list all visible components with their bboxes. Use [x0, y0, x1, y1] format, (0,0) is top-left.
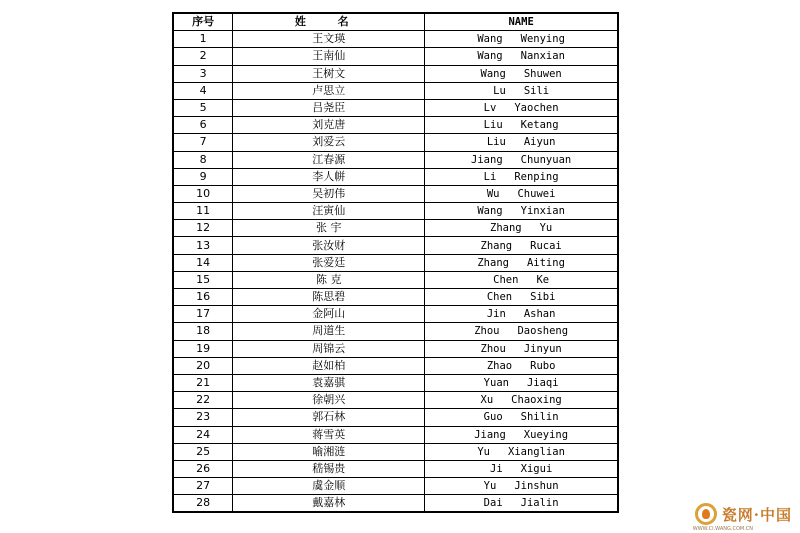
given-name: Ke	[536, 273, 550, 286]
given-name: Yu	[539, 222, 553, 235]
surname: Zhou	[474, 325, 500, 338]
surname: Zhao	[486, 359, 513, 372]
chinese-name: 周道生	[233, 323, 425, 340]
chinese-name: 戴嘉林	[233, 495, 425, 513]
given-name: Chuwei	[517, 187, 556, 200]
chinese-name: 张汝财	[233, 237, 425, 254]
row-number: 19	[173, 340, 233, 357]
given-name: Sili	[523, 84, 550, 97]
english-name	[425, 478, 618, 495]
chinese-name: 虞金顺	[233, 478, 425, 495]
surname: Lv	[483, 102, 497, 115]
chinese-name: 袁嘉骐	[233, 374, 425, 391]
row-number: 16	[173, 289, 233, 306]
given-name: Chunyuan	[520, 153, 572, 166]
row-number: 8	[173, 151, 233, 168]
table-row	[173, 254, 618, 271]
table-row	[173, 323, 618, 340]
table-row	[173, 185, 618, 202]
given-name: Shilin	[520, 411, 559, 424]
english-name	[425, 323, 618, 340]
chinese-name: 郭石林	[233, 409, 425, 426]
row-number: 11	[173, 203, 233, 220]
row-number: 28	[173, 495, 233, 513]
chinese-name: 李人帡	[233, 168, 425, 185]
surname: Wang	[477, 33, 503, 46]
chinese-name: 江春源	[233, 151, 425, 168]
given-name: Rubo	[530, 359, 556, 372]
table-row	[173, 82, 618, 99]
given-name: Yinxian	[520, 205, 565, 218]
row-number: 4	[173, 82, 233, 99]
given-name: Ashan	[523, 308, 556, 321]
given-name: Aiyun	[523, 136, 556, 149]
english-name	[425, 168, 618, 185]
english-name	[425, 31, 618, 48]
table-row	[173, 460, 618, 477]
row-number: 10	[173, 185, 233, 202]
table-row	[173, 340, 618, 357]
table-row	[173, 443, 618, 460]
chinese-name: 王南仙	[233, 48, 425, 65]
chinese-name: 赵如柏	[233, 357, 425, 374]
english-name	[425, 409, 618, 426]
table-row	[173, 237, 618, 254]
row-number: 21	[173, 374, 233, 391]
given-name: Sibi	[530, 291, 556, 304]
english-name	[425, 340, 618, 357]
table-row	[173, 203, 618, 220]
english-name	[425, 65, 618, 82]
header-row	[173, 13, 618, 31]
site-watermark-logo	[692, 501, 792, 532]
chinese-name: 吕尧臣	[233, 99, 425, 116]
english-name	[425, 220, 618, 237]
given-name: Nanxian	[520, 50, 565, 63]
chinese-name: 汪寅仙	[233, 203, 425, 220]
surname: Wang	[477, 50, 503, 63]
watermark-url: WWW.CI.WANG.COM.CN	[692, 526, 754, 532]
row-number: 6	[173, 117, 233, 134]
given-name: Jiaqi	[526, 377, 559, 390]
surname: Guo	[483, 411, 503, 424]
english-name	[425, 99, 618, 116]
table-row	[173, 99, 618, 116]
chinese-name: 喻湘涟	[233, 443, 425, 460]
surname: Zhang	[490, 222, 522, 235]
chinese-name: 刘爱云	[233, 134, 425, 151]
row-number: 22	[173, 392, 233, 409]
table-row	[173, 48, 618, 65]
row-number: 17	[173, 306, 233, 323]
row-number: 24	[173, 426, 233, 443]
given-name: Xigui	[520, 462, 553, 475]
surname: Ji	[490, 462, 503, 475]
english-name	[425, 392, 618, 409]
given-name: Yaochen	[514, 102, 559, 115]
surname: Yu	[477, 445, 490, 458]
english-name	[425, 443, 618, 460]
surname: Wang	[477, 205, 503, 218]
table-row	[173, 31, 618, 48]
chinese-name: 张 宇	[233, 220, 425, 237]
surname: Jiang	[471, 153, 503, 166]
given-name: Ketang	[520, 119, 559, 132]
table-row	[173, 151, 618, 168]
english-name	[425, 306, 618, 323]
chinese-name: 吴初伟	[233, 185, 425, 202]
chinese-name: 徐朝兴	[233, 392, 425, 409]
table-row	[173, 392, 618, 409]
name-roster-table	[172, 12, 619, 513]
surname: Zhang	[477, 256, 509, 269]
given-name: Aiting	[526, 256, 565, 269]
given-name: Xianglian	[508, 445, 565, 458]
chinese-name: 陈思碧	[233, 289, 425, 306]
surname: Yu	[483, 480, 497, 493]
english-name	[425, 357, 618, 374]
row-number: 25	[173, 443, 233, 460]
table-row	[173, 409, 618, 426]
english-name	[425, 289, 618, 306]
surname: Jiang	[474, 428, 506, 441]
surname: Dai	[483, 497, 503, 510]
table-row	[173, 374, 618, 391]
row-number: 20	[173, 357, 233, 374]
table-row	[173, 220, 618, 237]
english-name	[425, 460, 618, 477]
given-name: Xueying	[523, 428, 569, 441]
english-name	[425, 374, 618, 391]
given-name: Jinshun	[514, 480, 559, 493]
given-name: Chaoxing	[511, 394, 562, 407]
row-number: 13	[173, 237, 233, 254]
surname: Liu	[486, 136, 506, 149]
surname: Li	[483, 170, 497, 183]
table-row	[173, 357, 618, 374]
chinese-name: 蒋雪英	[233, 426, 425, 443]
english-name	[425, 237, 618, 254]
header-english-name: NAME	[425, 13, 618, 31]
chinese-name: 王文瑛	[233, 31, 425, 48]
english-name	[425, 48, 618, 65]
english-name	[425, 185, 618, 202]
row-number: 26	[173, 460, 233, 477]
row-number: 5	[173, 99, 233, 116]
row-number: 1	[173, 31, 233, 48]
surname: Zhou	[480, 342, 506, 355]
given-name: Renping	[514, 170, 559, 183]
header-chinese-name: 姓 名	[233, 13, 425, 31]
table-row	[173, 426, 618, 443]
surname: Liu	[483, 119, 503, 132]
chinese-name: 张爱廷	[233, 254, 425, 271]
chinese-name: 陈 克	[233, 271, 425, 288]
english-name	[425, 254, 618, 271]
english-name	[425, 117, 618, 134]
english-name	[425, 151, 618, 168]
row-number: 2	[173, 48, 233, 65]
chinese-name: 刘克唐	[233, 117, 425, 134]
surname: Lu	[493, 84, 506, 97]
chinese-name: 周锦云	[233, 340, 425, 357]
row-number: 15	[173, 271, 233, 288]
chinese-name: 金阿山	[233, 306, 425, 323]
row-number: 27	[173, 478, 233, 495]
row-number: 14	[173, 254, 233, 271]
surname: Xu	[480, 394, 494, 407]
table-row	[173, 495, 618, 513]
given-name: Rucai	[530, 239, 562, 252]
english-name	[425, 271, 618, 288]
header-number: 序号	[173, 13, 233, 31]
table-row	[173, 168, 618, 185]
table-row	[173, 478, 618, 495]
row-number: 9	[173, 168, 233, 185]
table-row	[173, 271, 618, 288]
english-name	[425, 82, 618, 99]
chinese-name: 嵇锡贵	[233, 460, 425, 477]
surname: Jin	[486, 308, 506, 321]
row-number: 18	[173, 323, 233, 340]
english-name	[425, 203, 618, 220]
table-row	[173, 117, 618, 134]
given-name: Jinyun	[523, 342, 562, 355]
table-row	[173, 134, 618, 151]
table-row	[173, 289, 618, 306]
row-number: 12	[173, 220, 233, 237]
row-number: 3	[173, 65, 233, 82]
row-number: 7	[173, 134, 233, 151]
table-row	[173, 65, 618, 82]
surname: Wu	[486, 187, 500, 200]
table-row	[173, 306, 618, 323]
surname: Wang	[480, 67, 506, 80]
given-name: Jialin	[520, 497, 559, 510]
porcelain-logo-icon	[693, 501, 719, 527]
given-name: Shuwen	[523, 67, 562, 80]
surname: Chen	[493, 273, 519, 286]
surname: Yuan	[483, 377, 509, 390]
surname: Chen	[486, 291, 513, 304]
given-name: Wenying	[520, 33, 565, 46]
chinese-name: 王树文	[233, 65, 425, 82]
english-name	[425, 134, 618, 151]
surname: Zhang	[480, 239, 513, 252]
watermark-brand: 瓷网·中国	[721, 505, 792, 524]
english-name	[425, 426, 618, 443]
given-name: Daosheng	[517, 325, 569, 338]
row-number: 23	[173, 409, 233, 426]
chinese-name: 卢思立	[233, 82, 425, 99]
english-name	[425, 495, 618, 513]
